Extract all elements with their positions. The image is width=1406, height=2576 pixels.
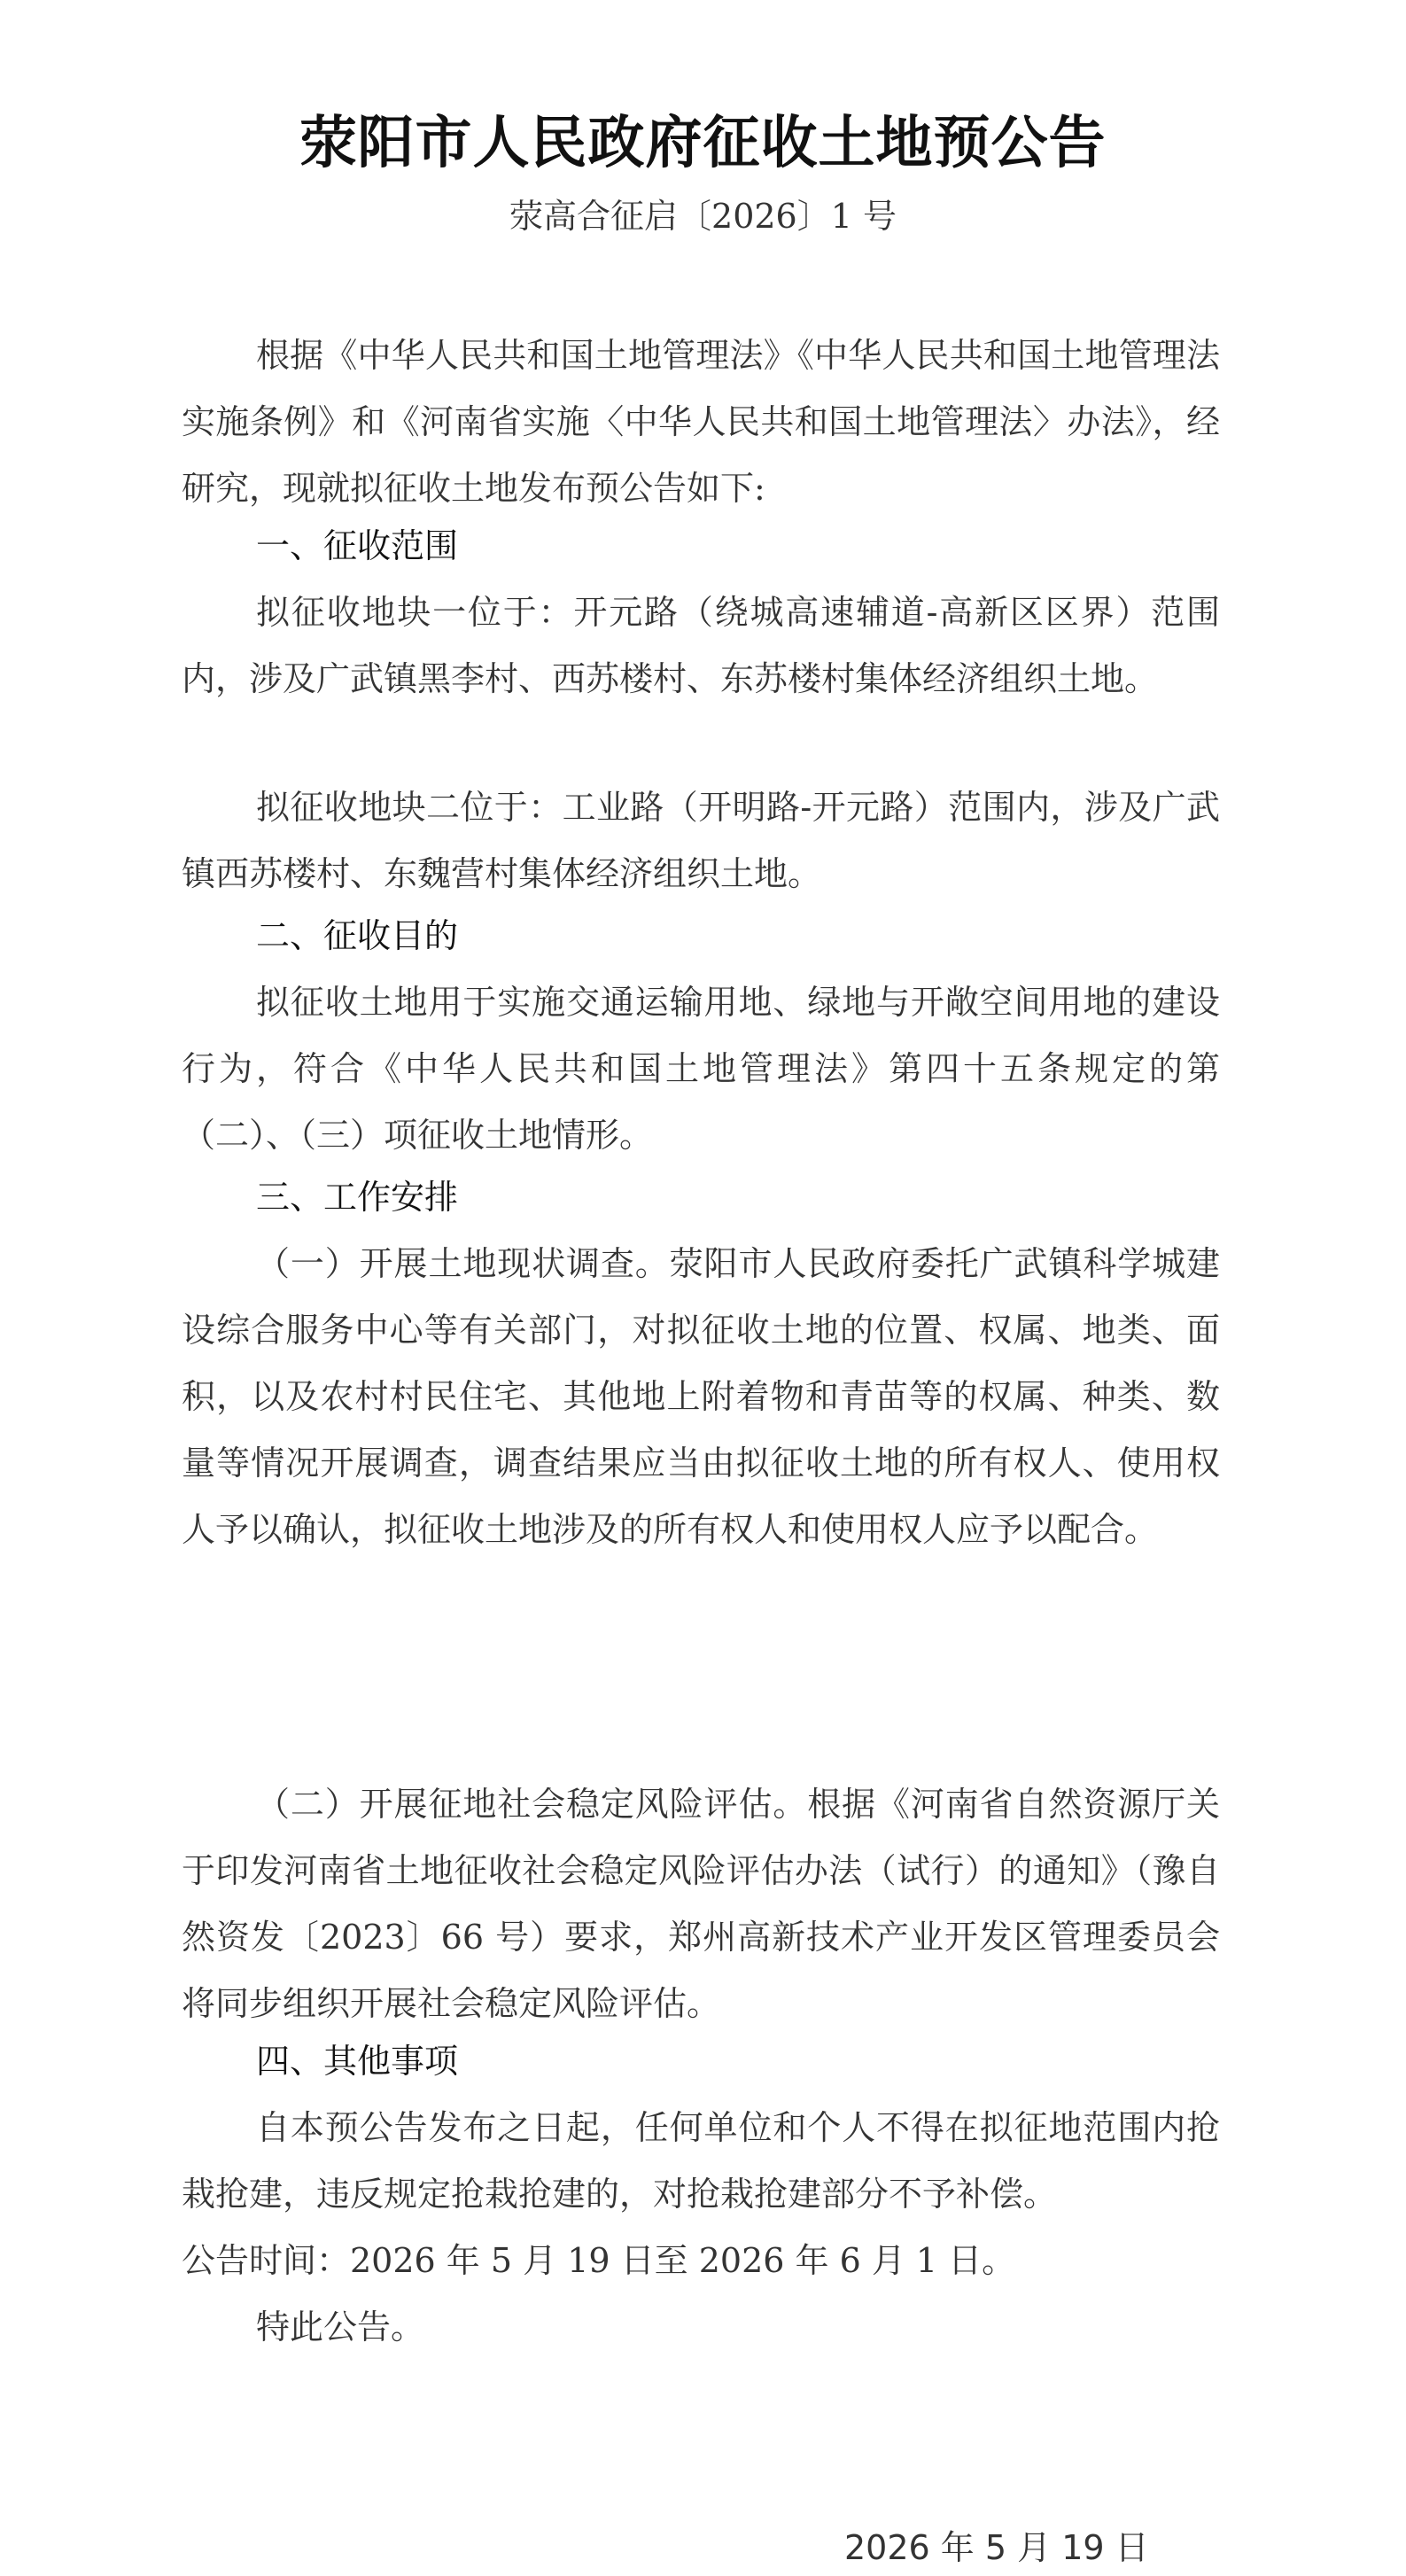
announcement-period: 公告时间：2026 年 5 月 19 日至 2026 年 6 月 1 日。 — [182, 2241, 1016, 2280]
section-heading-purpose: 二、征收目的 — [256, 916, 459, 955]
document-title: 荥阳市人民政府征收土地预公告 — [299, 110, 1107, 176]
section-heading-work-arrangement: 三、工作安排 — [256, 1178, 459, 1217]
scope-paragraph-plot-2: 拟征收地块二位于：工业路（开明路-开元路）范围内，涉及广武镇西苏楼村、东魏营村集体经济组织土地。 — [182, 788, 1220, 893]
work-paragraph-risk-assessment: （二）开展征地社会稳定风险评估。根据《河南省自然资源厅关于印发河南省土地征收社会稳定风险评估办法（试行）的通知》（豫自然资发〔2023〕66 号）要求，郑州高新技术产业开发区管理委员会将同步组织开展社会稳定风险评估。 — [182, 1785, 1220, 2023]
purpose-paragraph: 拟征收土地用于实施交通运输用地、绿地与开敞空间用地的建设行为，符合《中华人民共和国土地管理法》第四十五条规定的第（二）、（三）项征收土地情形。 — [182, 983, 1220, 1155]
scope-paragraph-plot-1: 拟征收地块一位于：开元路（绕城高速辅道-高新区区界）范围内，涉及广武镇黑李村、西苏楼村、东苏楼村集体经济组织土地。 — [182, 593, 1220, 698]
work-paragraph-survey: （一）开展土地现状调查。荥阳市人民政府委托广武镇科学城建设综合服务中心等有关部门，对拟征收土地的位置、权属、地类、面积，以及农村村民住宅、其他地上附着物和青苗等的权属、种类、数量等情况开展调查，调查结果应当由拟征收土地的所有权人、使用权人予以确认，拟征收土地涉及的所有权人和使用权人应予以配合。 — [182, 1244, 1220, 1549]
section-heading-other-matters: 四、其他事项 — [256, 2042, 459, 2081]
closing-remark: 特此公告。 — [256, 2308, 425, 2346]
intro-paragraph: 根据《中华人民共和国土地管理法》《中华人民共和国土地管理法实施条例》和《河南省实施〈中华人民共和国土地管理法〉办法》，经研究，现就拟征收土地发布预公告如下: — [182, 336, 1220, 508]
document-number: 荥高合征启〔2026〕1 号 — [509, 197, 897, 236]
issue-date: 2026 年 5 月 19 日 — [844, 2528, 1149, 2567]
section-heading-scope: 一、征收范围 — [256, 526, 459, 565]
other-paragraph-prohibition: 自本预公告发布之日起，任何单位和个人不得在拟征地范围内抢栽抢建，违反规定抢栽抢建的，对抢栽抢建部分不予补偿。 — [182, 2108, 1220, 2214]
